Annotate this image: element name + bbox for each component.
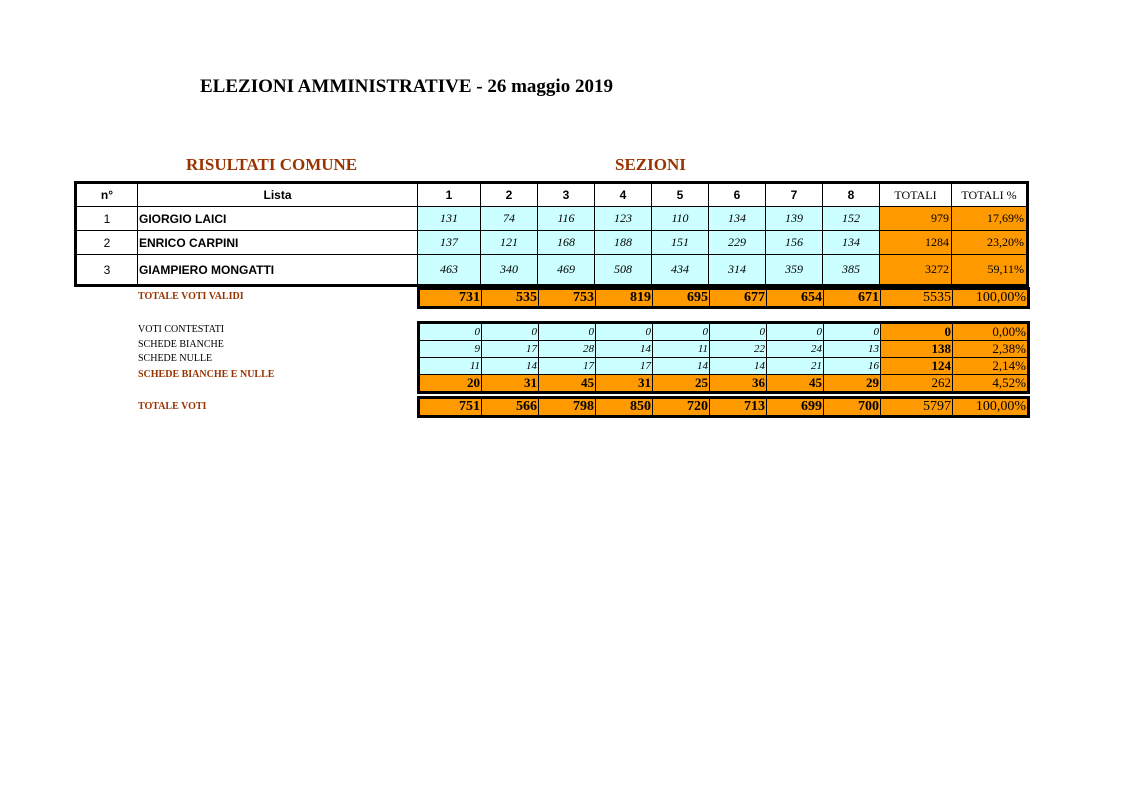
validi-value: 731 bbox=[419, 289, 482, 308]
schede-table bbox=[417, 321, 1030, 394]
candidate-name: ENRICO CARPINI bbox=[138, 231, 418, 255]
header-sezione: 6 bbox=[709, 183, 766, 207]
row-pct: 23,20% bbox=[952, 231, 1028, 255]
totale-value: 751 bbox=[419, 398, 482, 417]
validi-value: 677 bbox=[710, 289, 767, 308]
nulle-value: 17 bbox=[539, 358, 596, 375]
nulle-row bbox=[419, 358, 1029, 375]
bianche-nulle-value: 29 bbox=[824, 375, 881, 393]
bianche-nulle-pct: 4,52% bbox=[953, 375, 1029, 393]
bianche-value: 28 bbox=[539, 341, 596, 358]
header-sezione: 3 bbox=[538, 183, 595, 207]
validi-value: 654 bbox=[767, 289, 824, 308]
section-value: 434 bbox=[652, 255, 709, 286]
bianche-value: 14 bbox=[596, 341, 653, 358]
validi-total: 5535 bbox=[881, 289, 953, 308]
nulle-value: 21 bbox=[767, 358, 824, 375]
row-total: 1284 bbox=[880, 231, 952, 255]
nulle-value: 11 bbox=[419, 358, 482, 375]
section-value: 340 bbox=[481, 255, 538, 286]
section-value: 151 bbox=[652, 231, 709, 255]
subtitle-sezioni: SEZIONI bbox=[615, 155, 686, 174]
section-value: 168 bbox=[538, 231, 595, 255]
contestati-value: 0 bbox=[767, 323, 824, 341]
bianche-nulle-value: 25 bbox=[653, 375, 710, 393]
bianche-value: 11 bbox=[653, 341, 710, 358]
section-value: 314 bbox=[709, 255, 766, 286]
row-number: 3 bbox=[76, 255, 138, 286]
header-sezione: 5 bbox=[652, 183, 709, 207]
totale-value: 566 bbox=[482, 398, 539, 417]
totale-label: TOTALE VOTI bbox=[138, 401, 207, 412]
header-lista: Lista bbox=[138, 183, 418, 207]
validi-value: 535 bbox=[482, 289, 539, 308]
bianche-value: 13 bbox=[824, 341, 881, 358]
header-sezione: 8 bbox=[823, 183, 880, 207]
validi-value: 753 bbox=[539, 289, 596, 308]
totale-value: 713 bbox=[710, 398, 767, 417]
bianche-nulle-value: 20 bbox=[419, 375, 482, 393]
contestati-row bbox=[419, 323, 1029, 341]
nulle-value: 14 bbox=[710, 358, 767, 375]
section-value: 508 bbox=[595, 255, 652, 286]
header-sezione: 4 bbox=[595, 183, 652, 207]
header-totali-pct: TOTALI % bbox=[952, 183, 1028, 207]
validi-value: 819 bbox=[596, 289, 653, 308]
contestati-value: 0 bbox=[482, 323, 539, 341]
section-value: 134 bbox=[709, 207, 766, 231]
header-row bbox=[76, 183, 1028, 207]
contestati-value: 0 bbox=[419, 323, 482, 341]
section-value: 188 bbox=[595, 231, 652, 255]
validi-value: 671 bbox=[824, 289, 881, 308]
section-value: 121 bbox=[481, 231, 538, 255]
totale-value: 699 bbox=[767, 398, 824, 417]
section-value: 463 bbox=[418, 255, 481, 286]
nulle-value: 16 bbox=[824, 358, 881, 375]
totale-value: 720 bbox=[653, 398, 710, 417]
nulle-total: 124 bbox=[881, 358, 953, 375]
validi-pct: 100,00% bbox=[953, 289, 1029, 308]
section-value: 74 bbox=[481, 207, 538, 231]
totale-pct: 100,00% bbox=[953, 398, 1029, 417]
header-sezione: 7 bbox=[766, 183, 823, 207]
contestati-label: VOTI CONTESTATI bbox=[138, 324, 225, 335]
validi-value: 695 bbox=[653, 289, 710, 308]
bianche-nulle-value: 31 bbox=[482, 375, 539, 393]
candidate-name: GIAMPIERO MONGATTI bbox=[138, 255, 418, 286]
table-row bbox=[76, 231, 1028, 255]
nulle-value: 14 bbox=[653, 358, 710, 375]
nulle-value: 17 bbox=[596, 358, 653, 375]
section-value: 139 bbox=[766, 207, 823, 231]
validi-bar bbox=[417, 287, 1030, 309]
contestati-pct: 0,00% bbox=[953, 323, 1029, 341]
candidate-name: GIORGIO LAICI bbox=[138, 207, 418, 231]
bianche-label: SCHEDE BIANCHE bbox=[138, 339, 224, 350]
table-row bbox=[76, 255, 1028, 286]
page-title: ELEZIONI AMMINISTRATIVE - 26 maggio 2019 bbox=[200, 76, 613, 97]
totale-total: 5797 bbox=[881, 398, 953, 417]
section-value: 134 bbox=[823, 231, 880, 255]
section-value: 116 bbox=[538, 207, 595, 231]
validi-label: TOTALE VOTI VALIDI bbox=[138, 291, 244, 302]
bianche-value: 22 bbox=[710, 341, 767, 358]
section-value: 229 bbox=[709, 231, 766, 255]
bianche-value: 9 bbox=[419, 341, 482, 358]
section-value: 359 bbox=[766, 255, 823, 286]
header-sezione: 1 bbox=[418, 183, 481, 207]
row-pct: 17,69% bbox=[952, 207, 1028, 231]
totale-row bbox=[419, 398, 1029, 417]
bianche-nulle-row bbox=[419, 375, 1029, 393]
contestati-value: 0 bbox=[653, 323, 710, 341]
contestati-value: 0 bbox=[824, 323, 881, 341]
nulle-value: 14 bbox=[482, 358, 539, 375]
bianche-value: 24 bbox=[767, 341, 824, 358]
row-total: 979 bbox=[880, 207, 952, 231]
totale-value: 850 bbox=[596, 398, 653, 417]
header-sezione: 2 bbox=[481, 183, 538, 207]
bianche-pct: 2,38% bbox=[953, 341, 1029, 358]
contestati-value: 0 bbox=[710, 323, 767, 341]
section-value: 385 bbox=[823, 255, 880, 286]
results-table bbox=[74, 181, 1029, 287]
row-pct: 59,11% bbox=[952, 255, 1028, 286]
section-value: 137 bbox=[418, 231, 481, 255]
bianche-nulle-label: SCHEDE BIANCHE E NULLE bbox=[138, 369, 275, 380]
row-number: 1 bbox=[76, 207, 138, 231]
validi-row bbox=[419, 289, 1029, 308]
bianche-nulle-value: 45 bbox=[539, 375, 596, 393]
nulle-label: SCHEDE NULLE bbox=[138, 353, 213, 364]
section-value: 469 bbox=[538, 255, 595, 286]
bianche-nulle-value: 31 bbox=[596, 375, 653, 393]
section-value: 110 bbox=[652, 207, 709, 231]
section-value: 123 bbox=[595, 207, 652, 231]
subtitle-risultati: RISULTATI COMUNE bbox=[186, 155, 358, 174]
section-value: 156 bbox=[766, 231, 823, 255]
totale-value: 798 bbox=[539, 398, 596, 417]
row-total: 3272 bbox=[880, 255, 952, 286]
bianche-total: 138 bbox=[881, 341, 953, 358]
contestati-value: 0 bbox=[596, 323, 653, 341]
bianche-nulle-value: 36 bbox=[710, 375, 767, 393]
section-value: 152 bbox=[823, 207, 880, 231]
row-number: 2 bbox=[76, 231, 138, 255]
bianche-nulle-total: 262 bbox=[881, 375, 953, 393]
header-totali: TOTALI bbox=[880, 183, 952, 207]
nulle-pct: 2,14% bbox=[953, 358, 1029, 375]
section-value: 131 bbox=[418, 207, 481, 231]
header-n: n° bbox=[76, 183, 138, 207]
table-row bbox=[76, 207, 1028, 231]
contestati-total: 0 bbox=[881, 323, 953, 341]
totale-bar bbox=[417, 396, 1030, 418]
contestati-value: 0 bbox=[539, 323, 596, 341]
bianche-value: 17 bbox=[482, 341, 539, 358]
totale-value: 700 bbox=[824, 398, 881, 417]
bianche-row bbox=[419, 341, 1029, 358]
bianche-nulle-value: 45 bbox=[767, 375, 824, 393]
